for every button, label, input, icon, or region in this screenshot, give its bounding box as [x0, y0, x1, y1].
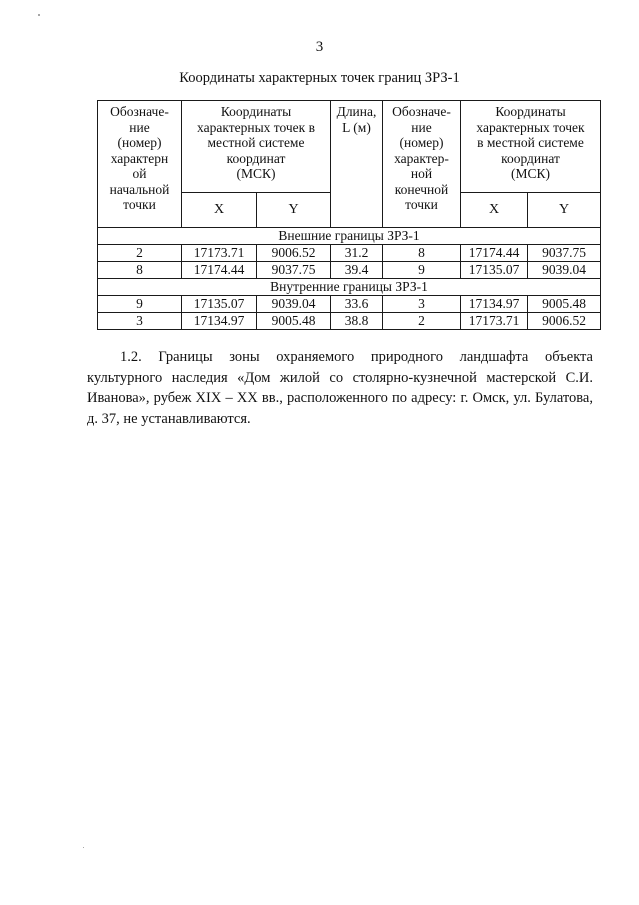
cell-start-x: 17174.44	[182, 262, 257, 279]
cell-end-x: 17135.07	[461, 262, 528, 279]
table-row	[98, 313, 601, 330]
table-header-row	[98, 101, 601, 193]
cell-end-point: 8	[383, 245, 461, 262]
cell-start-point: 3	[98, 313, 182, 330]
cell-start-x: 17134.97	[182, 313, 257, 330]
cell-start-y: 9005.48	[257, 313, 331, 330]
header-x-left: X	[182, 193, 257, 228]
coordinates-table	[97, 100, 601, 330]
cell-start-point: 8	[98, 262, 182, 279]
cell-start-x: 17135.07	[182, 296, 257, 313]
cell-length: 33.6	[331, 296, 383, 313]
cell-end-x: 17173.71	[461, 313, 528, 330]
table-row	[98, 262, 601, 279]
table-title: Координаты характерных точек границ ЗРЗ-1	[179, 70, 460, 86]
cell-end-y: 9039.04	[528, 262, 601, 279]
cell-end-point: 2	[383, 313, 461, 330]
cell-end-x: 17134.97	[461, 296, 528, 313]
table-row	[98, 245, 601, 262]
header-length: Длина, L (м)	[331, 101, 383, 228]
scan-speck	[38, 14, 40, 16]
header-x-right: X	[461, 193, 528, 228]
cell-end-x: 17174.44	[461, 245, 528, 262]
cell-start-y: 9037.75	[257, 262, 331, 279]
cell-length: 38.8	[331, 313, 383, 330]
header-start-point: Обозначе- ние (номер) характерн ой начальной точки	[98, 101, 182, 228]
cell-end-y: 9037.75	[528, 245, 601, 262]
cell-end-point: 9	[383, 262, 461, 279]
section-note-paragraph: 1.2. Границы зоны охраняемого природного ландшафта объекта культурного наследия «Дом жилой со столярно-кузнечной мастерской С.И. Иванова», рубеж XIX – XX вв., расположенного по адресу: г. Омск, ул. Булатова, д. 37, не устанавливаются.	[87, 349, 593, 427]
page-number: 3	[315, 39, 324, 55]
header-coords-right: Координаты характерных точек в местной системе координат (МСК)	[461, 101, 601, 193]
cell-end-y: 9006.52	[528, 313, 601, 330]
cell-start-point: 2	[98, 245, 182, 262]
cell-start-y: 9006.52	[257, 245, 331, 262]
section-title-outer: Внешние границы ЗРЗ-1	[98, 228, 601, 245]
cell-end-point: 3	[383, 296, 461, 313]
section-title-row	[98, 279, 601, 296]
cell-start-point: 9	[98, 296, 182, 313]
cell-start-y: 9039.04	[257, 296, 331, 313]
header-end-point: Обозначе- ние (номер) характер- ной конечной точки	[383, 101, 461, 228]
scan-speck	[83, 847, 84, 848]
section-title-row	[98, 228, 601, 245]
section-title-inner: Внутренние границы ЗРЗ-1	[98, 279, 601, 296]
header-y-left: Y	[257, 193, 331, 228]
table-row	[98, 296, 601, 313]
cell-length: 31.2	[331, 245, 383, 262]
cell-length: 39.4	[331, 262, 383, 279]
header-coords-left: Координаты характерных точек в местной системе координат (МСК)	[182, 101, 331, 193]
cell-start-x: 17173.71	[182, 245, 257, 262]
cell-end-y: 9005.48	[528, 296, 601, 313]
header-y-right: Y	[528, 193, 601, 228]
